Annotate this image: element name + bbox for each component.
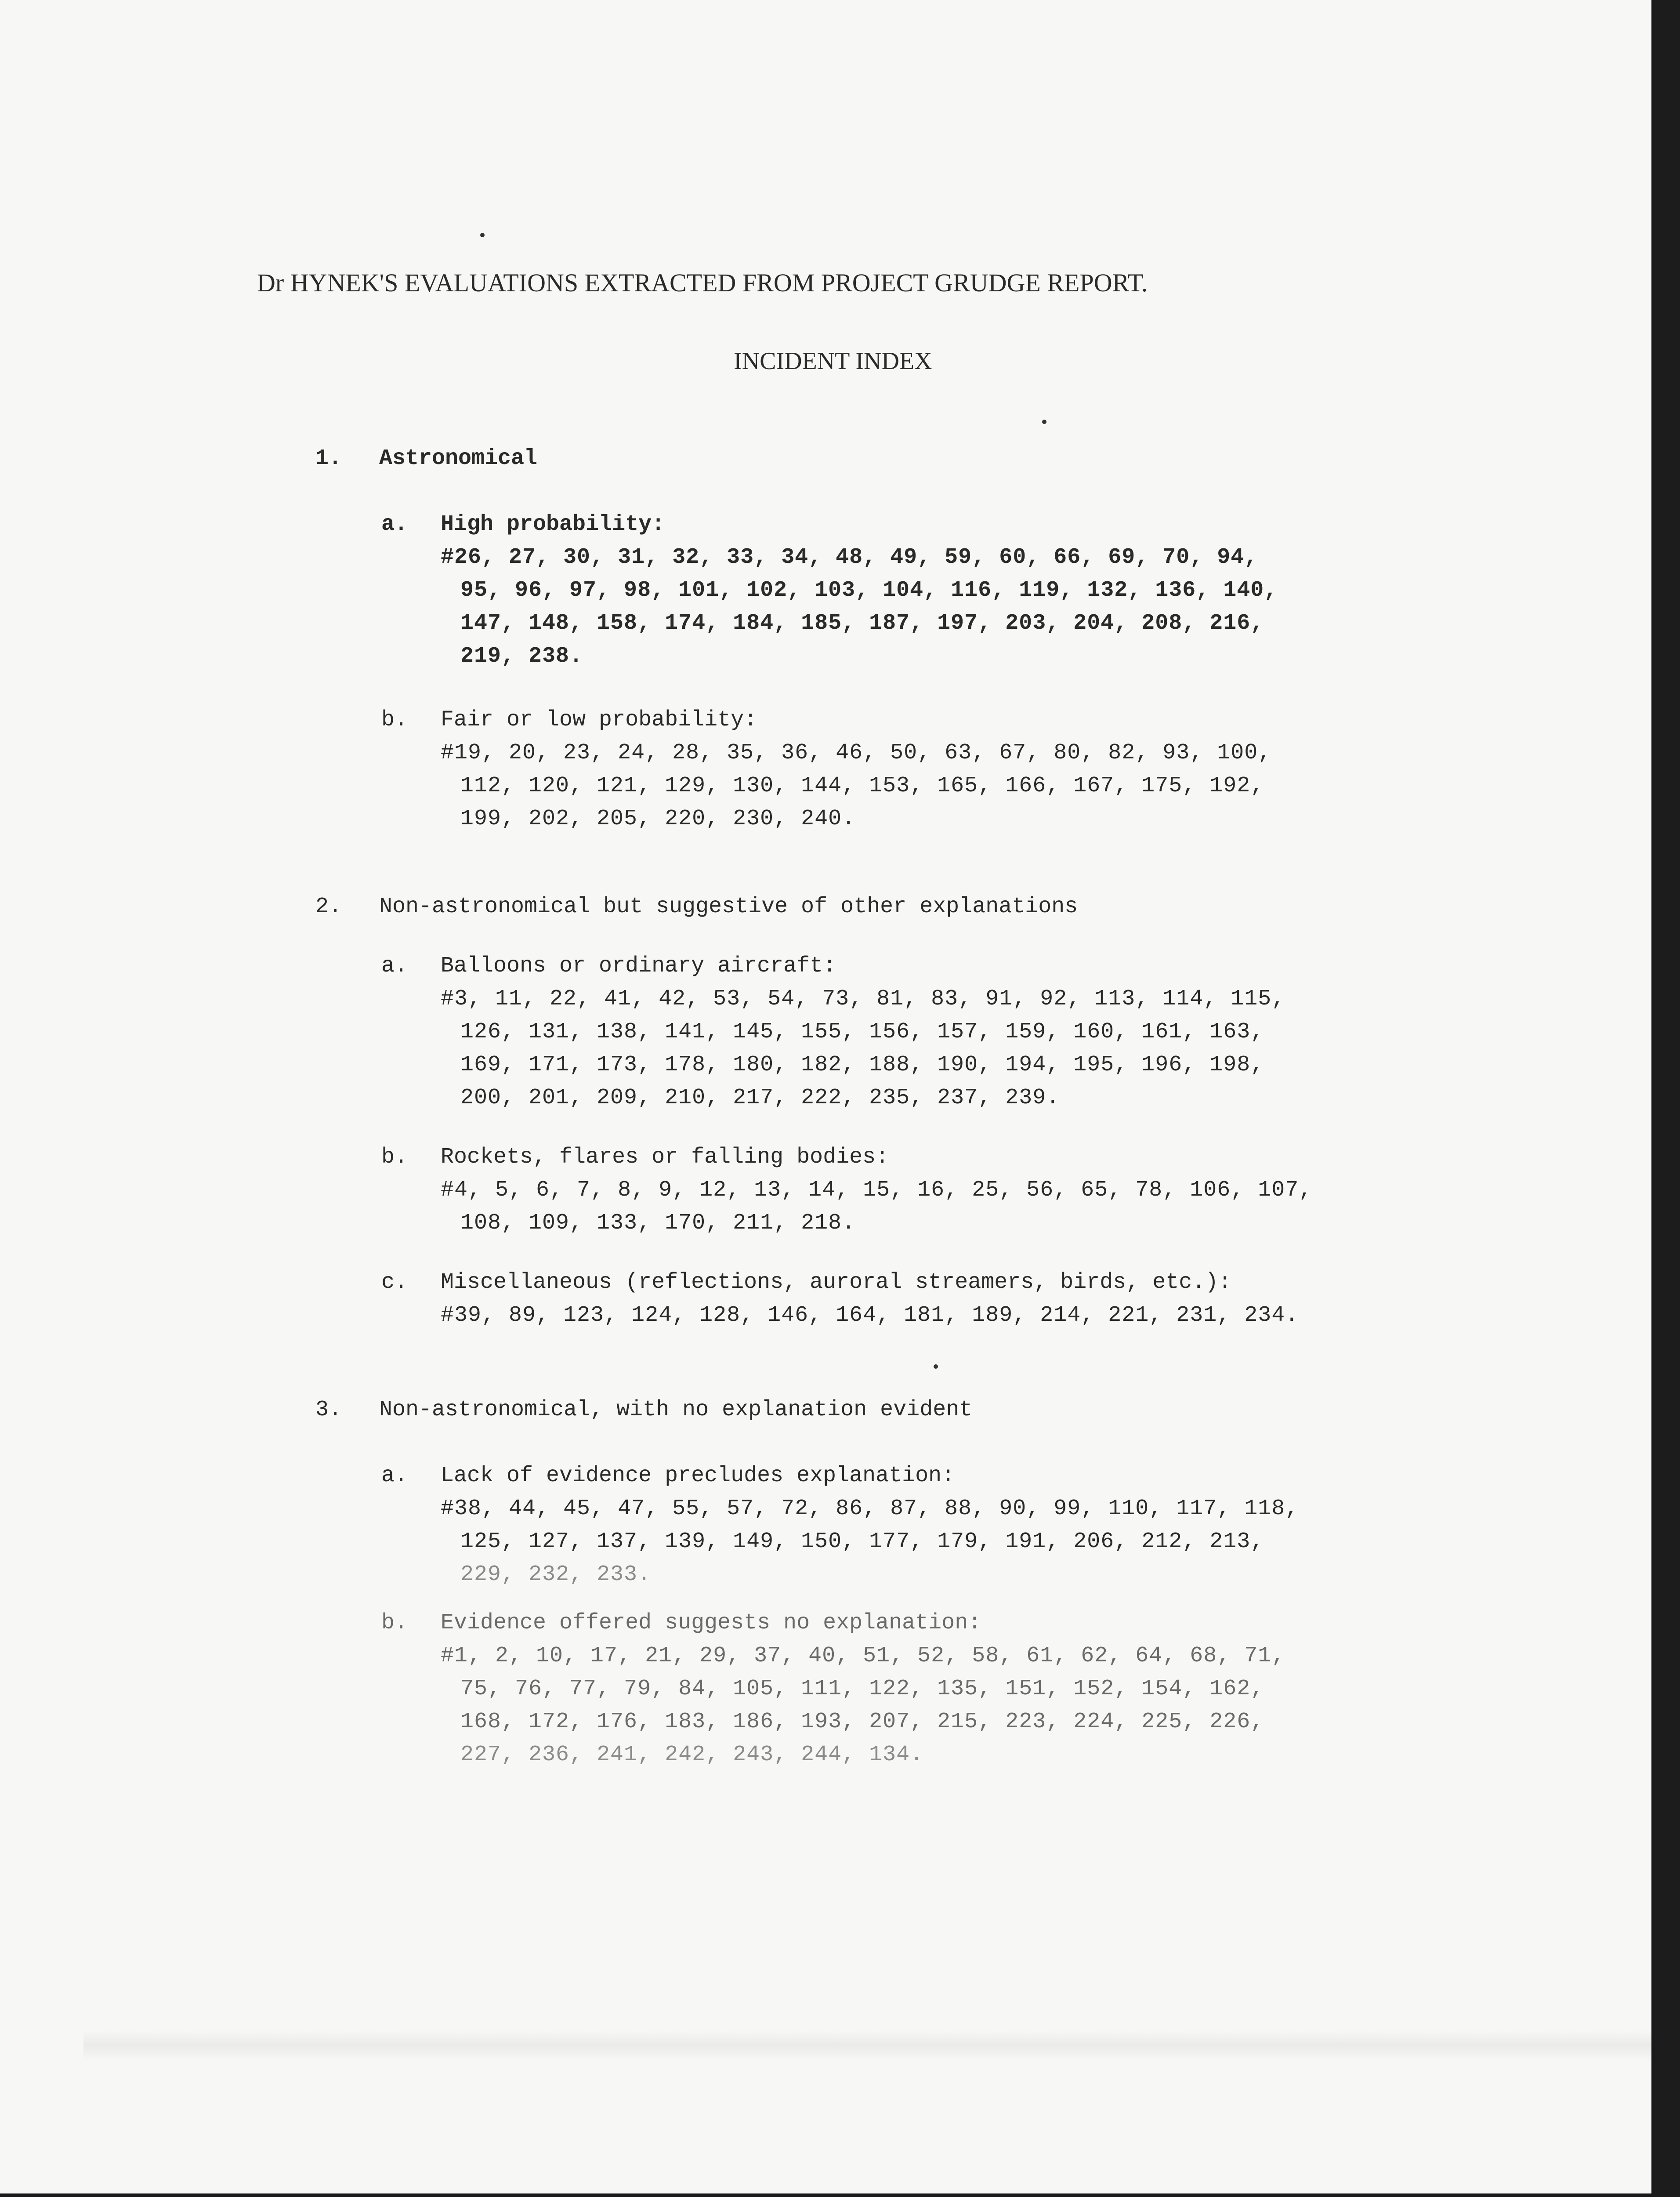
subsection-title: Fair or low probability: <box>441 707 757 732</box>
incident-numbers-line: #39, 89, 123, 124, 128, 146, 164, 181, 189, 214, 221, 231, 234. <box>441 1303 1299 1328</box>
subsection-label <box>381 1463 955 1488</box>
incident-numbers-line: 75, 76, 77, 79, 84, 105, 111, 122, 135, 151, 152, 154, 162, <box>460 1676 1264 1701</box>
subsection-title: Miscellaneous (reflections, auroral streamers, birds, etc.): <box>441 1270 1232 1295</box>
subsection-letter: b. <box>381 1610 408 1635</box>
section-heading <box>315 1397 972 1422</box>
subsection-label <box>381 512 665 537</box>
incident-numbers-line: 112, 120, 121, 129, 130, 144, 153, 165, 166, 167, 175, 192, <box>460 773 1264 798</box>
ink-speck <box>480 233 485 237</box>
incident-numbers-line: 169, 171, 173, 178, 180, 182, 188, 190, 194, 195, 196, 198, <box>460 1052 1264 1077</box>
section-heading <box>315 446 537 471</box>
subsection-title: High probability: <box>441 512 665 537</box>
ink-speck <box>1042 420 1046 424</box>
document-subtitle: INCIDENT INDEX <box>734 348 932 375</box>
subsection-letter: b. <box>381 707 408 732</box>
subsection-title: Rockets, flares or falling bodies: <box>441 1145 889 1170</box>
subsection-title: Lack of evidence precludes explanation: <box>441 1463 955 1488</box>
subsection-letter: a. <box>381 953 408 979</box>
section-number: 1. <box>315 446 342 471</box>
section-title: Non-astronomical, with no explanation evident <box>379 1397 973 1422</box>
incident-numbers-line: #1, 2, 10, 17, 21, 29, 37, 40, 51, 52, 58, 61, 62, 64, 68, 71, <box>441 1643 1285 1668</box>
incident-numbers-line: #38, 44, 45, 47, 55, 57, 72, 86, 87, 88, 90, 99, 110, 117, 118, <box>441 1496 1299 1521</box>
subsection-label <box>381 953 836 979</box>
incident-numbers-line: 219, 238. <box>460 644 583 669</box>
incident-numbers-line: 227, 236, 241, 242, 243, 244, 134. <box>460 1742 924 1767</box>
section-number: 2. <box>315 894 342 919</box>
document-title: Dr HYNEK'S EVALUATIONS EXTRACTED FROM PROJECT GRUDGE REPORT. <box>257 268 1148 297</box>
subsection-label <box>381 1145 889 1170</box>
subsection-letter: a. <box>381 1463 408 1488</box>
section-heading <box>315 894 1078 919</box>
section-title: Non-astronomical but suggestive of other explanations <box>379 894 1078 919</box>
incident-numbers-line: #4, 5, 6, 7, 8, 9, 12, 13, 14, 15, 16, 25, 56, 65, 78, 106, 107, <box>441 1178 1313 1203</box>
incident-numbers-line: #19, 20, 23, 24, 28, 35, 36, 46, 50, 63, 67, 80, 82, 93, 100, <box>441 740 1272 765</box>
incident-numbers-line: 229, 232, 233. <box>460 1562 652 1587</box>
incident-numbers-line: 199, 202, 205, 220, 230, 240. <box>460 806 856 831</box>
section-number: 3. <box>315 1397 342 1422</box>
incident-numbers-line: 200, 201, 209, 210, 217, 222, 235, 237, 239. <box>460 1085 1060 1110</box>
subsection-title: Balloons or ordinary aircraft: <box>441 953 836 979</box>
subsection-title: Evidence offered suggests no explanation: <box>441 1610 981 1635</box>
subsection-label <box>381 707 757 732</box>
incident-numbers-line: #26, 27, 30, 31, 32, 33, 34, 48, 49, 59, 60, 66, 69, 70, 94, <box>441 545 1258 570</box>
subsection-letter: c. <box>381 1270 408 1295</box>
incident-numbers-line: #3, 11, 22, 41, 42, 53, 54, 73, 81, 83, 91, 92, 113, 114, 115, <box>441 986 1285 1011</box>
ink-speck <box>934 1364 938 1369</box>
incident-numbers-line: 168, 172, 176, 183, 186, 193, 207, 215, 223, 224, 225, 226, <box>460 1709 1264 1734</box>
incident-numbers-line: 125, 127, 137, 139, 149, 150, 177, 179, 191, 206, 212, 213, <box>460 1529 1264 1554</box>
subsection-letter: b. <box>381 1145 408 1170</box>
incident-numbers-line: 147, 148, 158, 174, 184, 185, 187, 197, 203, 204, 208, 216, <box>460 611 1264 636</box>
paper-fold-shadow <box>83 2030 1654 2061</box>
incident-numbers-line: 108, 109, 133, 170, 211, 218. <box>460 1211 856 1236</box>
subsection-label <box>381 1610 981 1635</box>
incident-numbers-line: 126, 131, 138, 141, 145, 155, 156, 157, 159, 160, 161, 163, <box>460 1019 1264 1044</box>
subsection-letter: a. <box>381 512 408 537</box>
section-title: Astronomical <box>379 446 538 471</box>
incident-numbers-line: 95, 96, 97, 98, 101, 102, 103, 104, 116, 119, 132, 136, 140, <box>460 578 1278 603</box>
subsection-label <box>381 1270 1231 1295</box>
